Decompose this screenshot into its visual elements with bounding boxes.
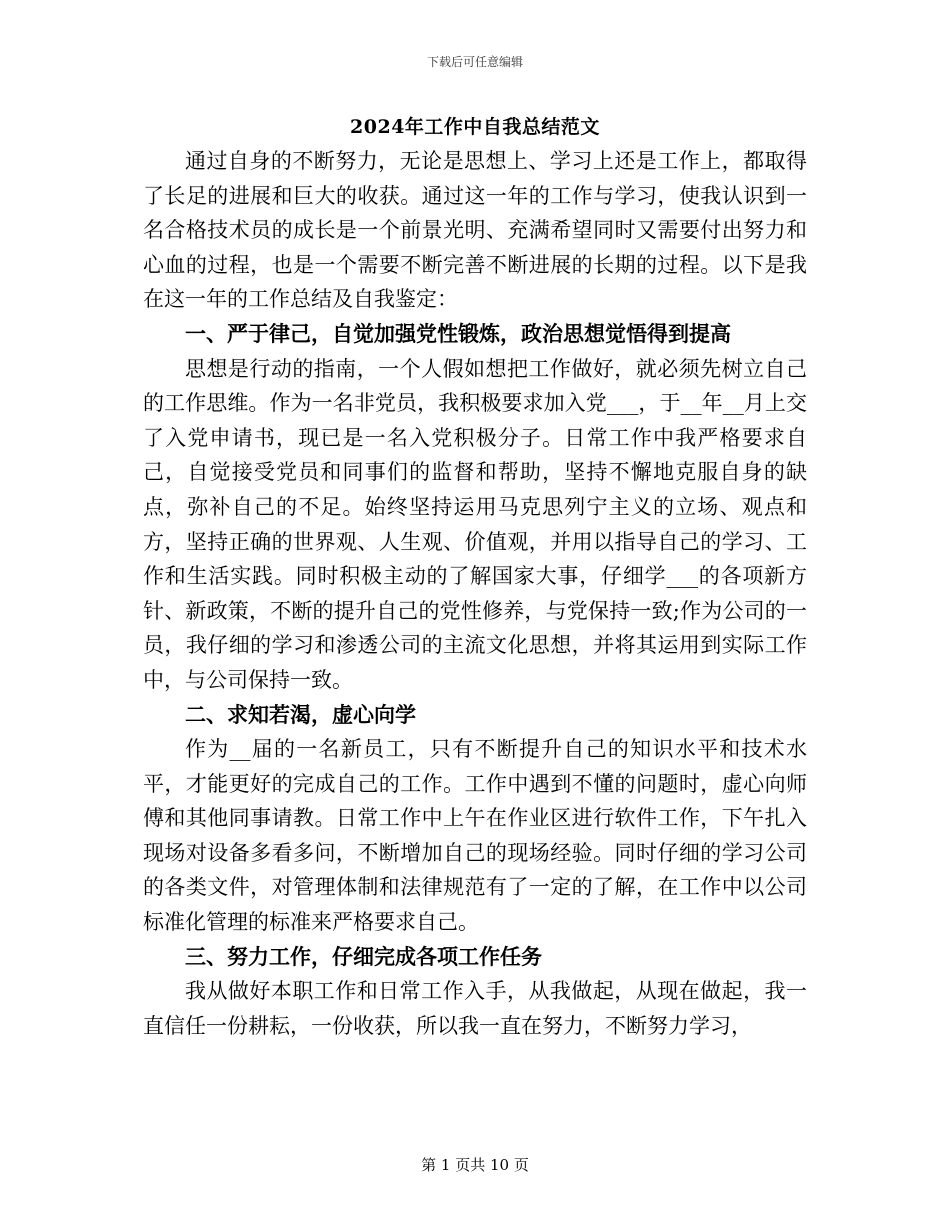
section-2-heading: 二、求知若渴，虚心向学 (185, 701, 416, 727)
section-3-heading: 三、努力工作，仔细完成各项工作任务 (185, 943, 542, 969)
section-3-body: 我从做好本职工作和日常工作入手，从我做起，从现在做起，我一直信任一份耕耘，一份收获，所以我一直在努力，不断努力学习， (143, 979, 807, 1038)
header-note: 下载后可任意编辑 (426, 55, 523, 69)
section-1-heading: 一、严于律己，自觉加强党性锻炼，政治思想觉悟得到提高 (185, 320, 731, 346)
page-number: 第 1 页共 10 页 (421, 1156, 529, 1174)
document-title: 2024年工作中自我总结范文 (350, 116, 600, 138)
section-2-body: 作为__届的一名新员工，只有不断提升自己的知识水平和技术水平，才能更好的完成自己的工作。工作中遇到不懂的问题时，虚心向师傅和其他同事请教。日常工作中上午在作业区进行软件工作，下午扎入现场对设备多看多问，不断增加自己的现场经验。同时仔细的学习公司的各类文件，对管理体制和法律规范有了一定的了解，在工作中以公司标准化管理的标准来严格要求自己。 (143, 737, 807, 935)
section-1-body: 思想是行动的指南，一个人假如想把工作做好，就必须先树立自己的工作思维。作为一名非党员，我积极要求加入党___，于__年__月上交了入党申请书，现已是一名入党积极分子。日常工作中我严格要求自己，自觉接受党员和同事们的监督和帮助，坚持不懈地克服自身的缺点，弥补自己的不足。始终坚持运用马克思列宁主义的立场、观点和方，坚持正确的世界观、人生观、价值观，并用以指导自己的学习、工作和生活实践。同时积极主动的了解国家大事，仔细学___的各项新方针、新政策，不断的提升自己的党性修养，与党保持一致;作为公司的一员，我仔细的学习和渗透公司的主流文化思想，并将其运用到实际工作中，与公司保持一致。 (143, 356, 807, 692)
intro-paragraph: 通过自身的不断努力，无论是思想上、学习上还是工作上，都取得了长足的进展和巨大的收获。通过这一年的工作与学习，使我认识到一名合格技术员的成长是一个前景光明、充满希望同时又需要付出努力和心血的过程，也是一个需要不断完善不断进展的长期的过程。以下是我在这一年的工作总结及自我鉴定： (143, 149, 807, 312)
document-content (143, 112, 807, 1043)
